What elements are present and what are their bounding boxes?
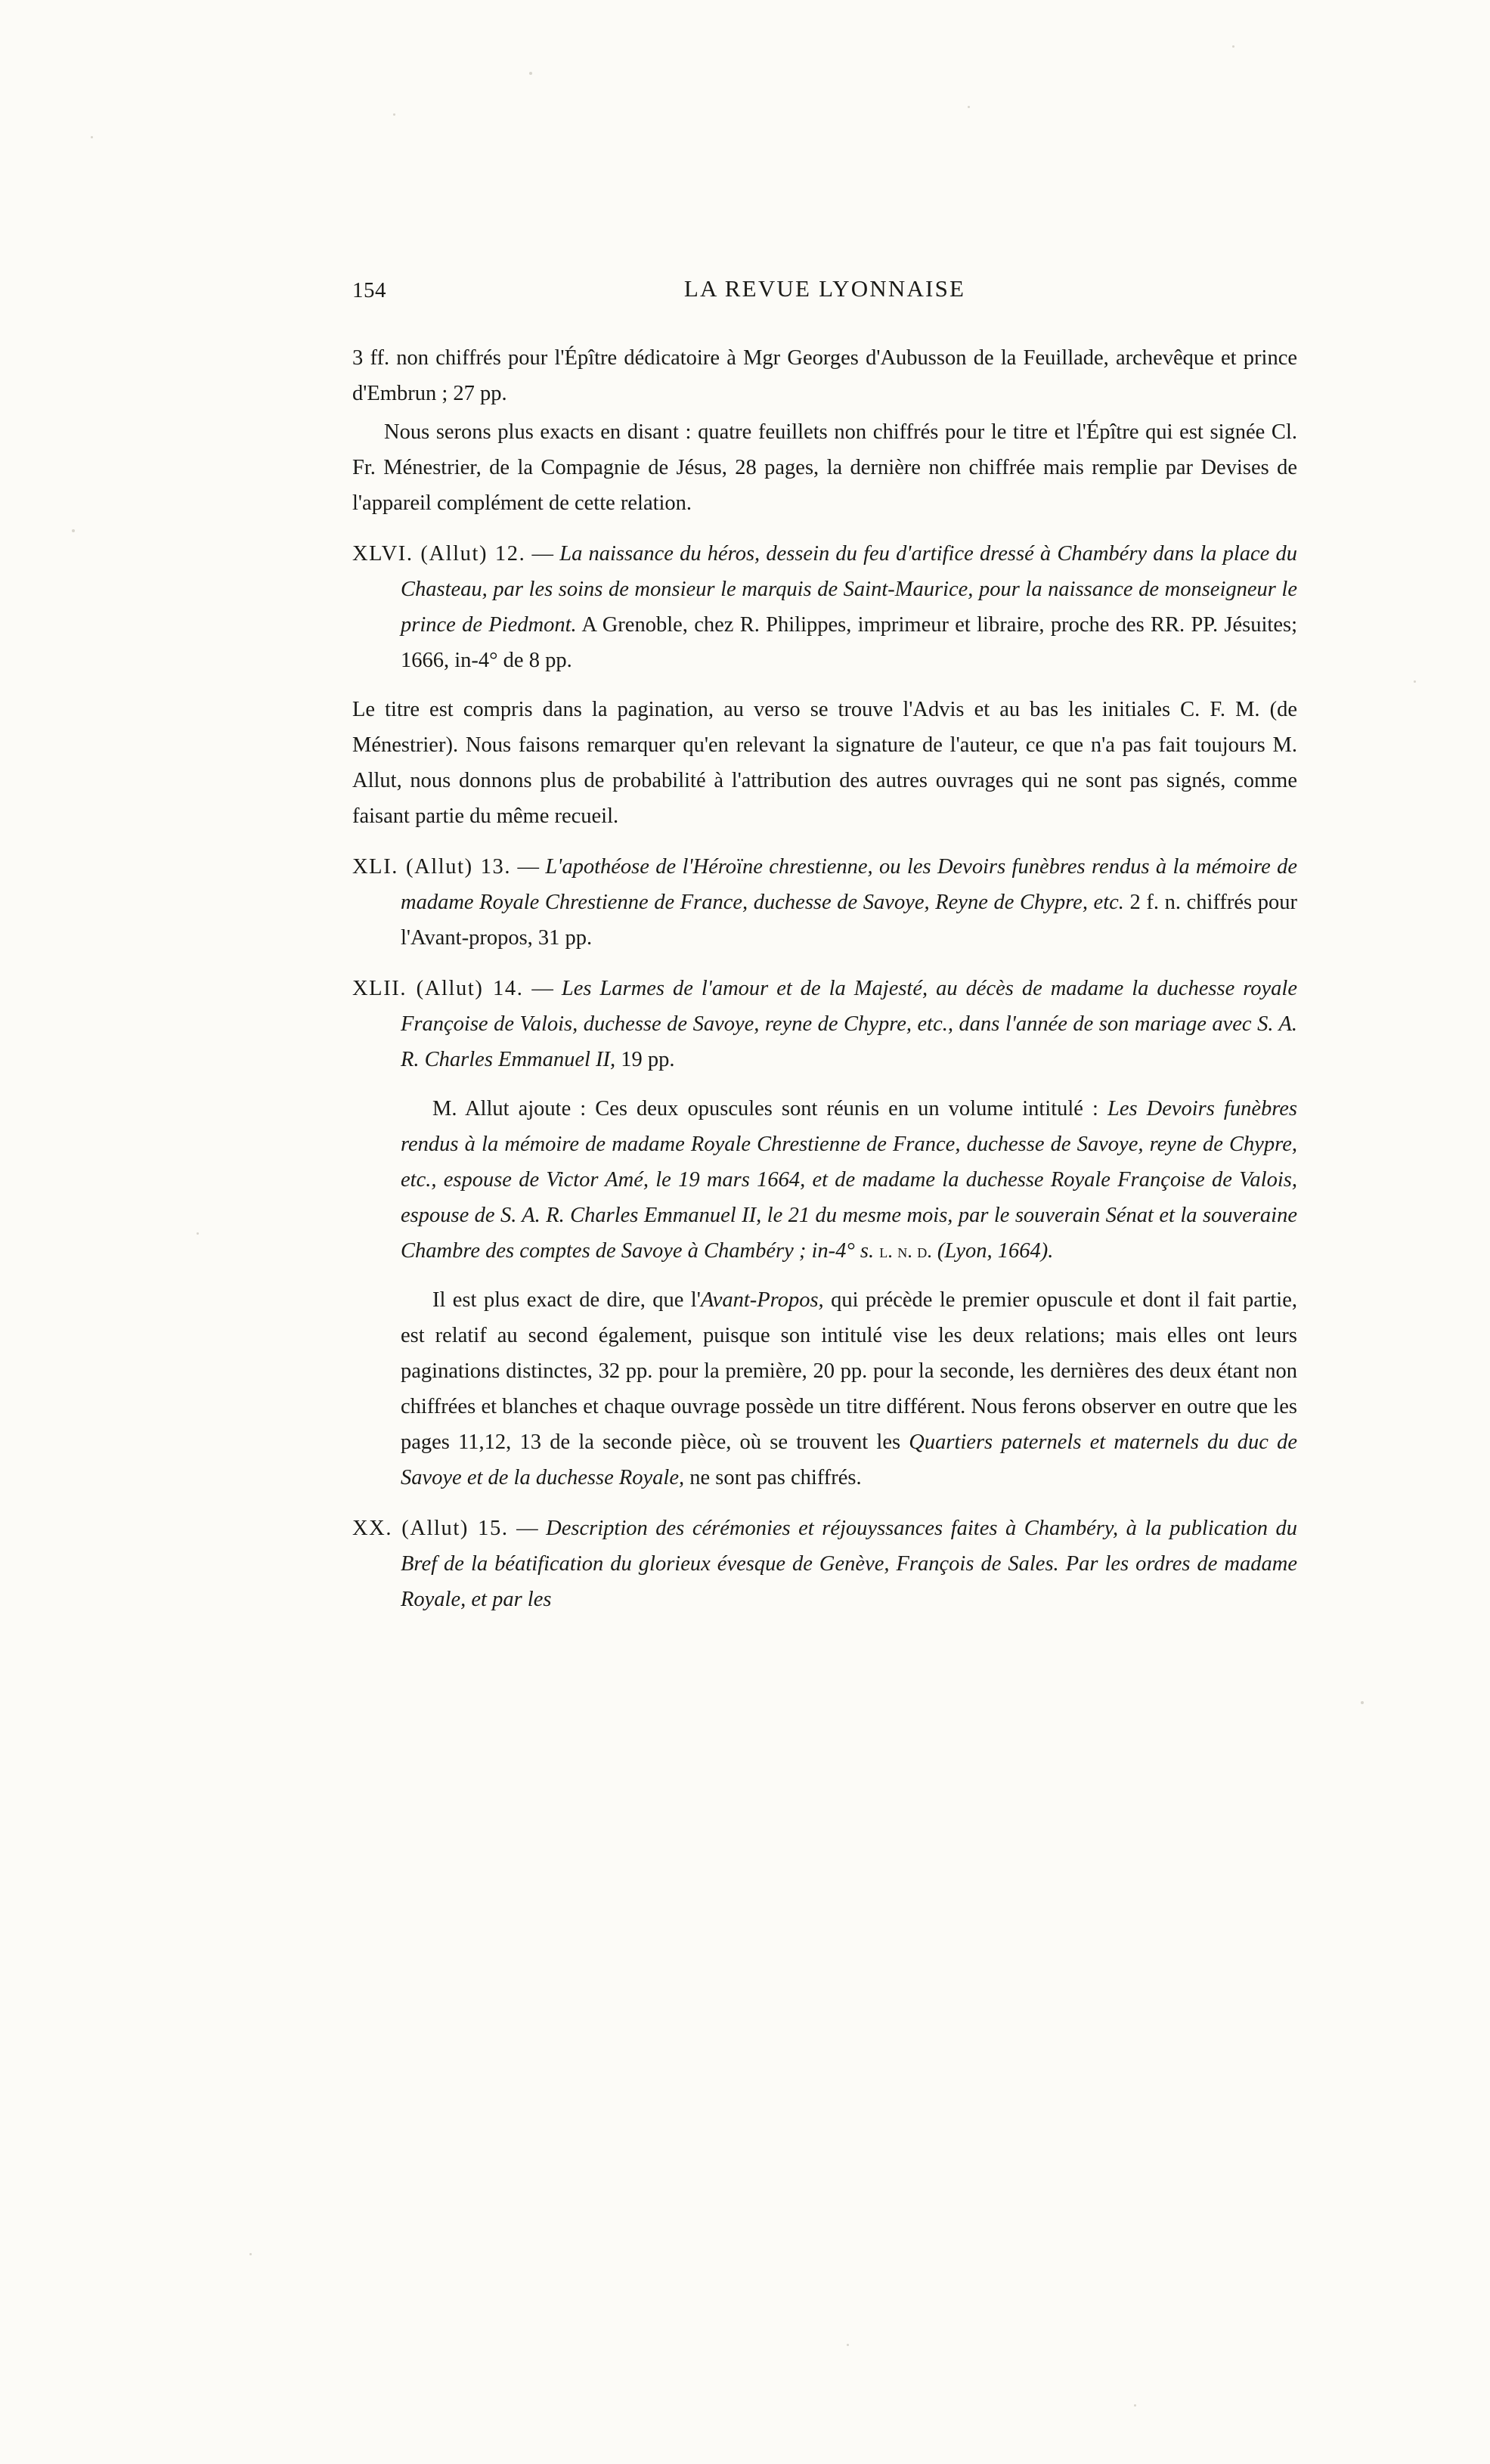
entry-heading — [352, 1511, 1297, 1617]
entry-dash: — — [523, 977, 562, 1000]
entry-rubric: XLVI. (Allut) 12. — [352, 542, 526, 566]
entry-imprint: A Grenoble, chez R. Philippes, imprimeur et libraire, proche des RR. PP. Jésuites; 1666, in-4° de 8 pp. — [401, 613, 1297, 672]
paper-speckle — [1361, 1701, 1364, 1704]
entry-dash: — — [511, 855, 546, 879]
entry-imprint: 19 pp. — [615, 1048, 675, 1071]
entry-title: Les Larmes de l'amour et de la Majesté, au décès de madame la duchesse royale Françoise de Valois, duchesse de Savoye, reyne de Chypre, etc., dans l'année de son mariage avec S. A. R. Charles Emmanuel II, — [401, 977, 1297, 1071]
exact-text-c: ne sont pas chiffrés. — [684, 1466, 862, 1489]
page-header — [352, 272, 1297, 315]
entry-dash: — — [508, 1517, 547, 1540]
allut-note-smallcaps: l. n. d. — [879, 1240, 932, 1262]
entry-rubric: XX. (Allut) 15. — [352, 1517, 509, 1540]
exactitude-paragraph — [352, 1282, 1297, 1495]
paragraph-continued: 3 ff. non chiffrés pour l'Épître dédicatoire à Mgr Georges d'Aubusson de la Feuillade, archevêque et prince d'Embrun ; 27 pp. — [352, 346, 1297, 405]
allut-note-title: Les Devoirs funèbres rendus à la mémoire de madame Royale Chrestienne de France, duchesse de Savoye, reyne de Chypre, etc., espouse de Victor Amé, le 19 mars 1664, et de madame la duchesse Royale Françoise de Valois, espouse de S. A. R. Charles Emmanuel II, le 21 du mesme mois, par le souverain Sénat et la souveraine Chambre des comptes de Savoye à Chambéry ; — [401, 1097, 1297, 1263]
exact-italic-b: Quartiers paternels et maternels du duc de Savoye et de la duchesse Royale, — [401, 1430, 1297, 1489]
allut-note-tail2: (Lyon, 1664). — [931, 1239, 1054, 1263]
exact-text-b: qui précède le premier opuscule et dont il fait partie, est relatif au second également, puisque son intitulé vise les deux relations; mais elles ont leurs paginations distinctes, 32 pp. pour la première, 20 pp. pour la seconde, les dernières des deux étant non chiffrées et blanches et chaque ouvrage possède un titre différent. Nous ferons observer en outre que les pages 11,12, 13 de la seconde pièce, où se trouvent les — [401, 1288, 1297, 1454]
entry-title: L'apothéose de l'Héroïne chrestienne, ou les Devoirs funèbres rendus à la mémoire de madame Royale Chrestienne de France, duchesse de Savoye, Reyne de Chypre, etc. — [401, 855, 1297, 914]
entry-rubric: XLII. (Allut) 14. — [352, 977, 524, 1000]
catalog-entry-xlii — [352, 971, 1297, 1495]
exact-italic-a: Avant-Propos, — [700, 1288, 824, 1312]
catalog-entry-xx — [352, 1511, 1297, 1617]
folio-number: 154 — [352, 278, 386, 302]
exact-text-a: Il est plus exact de dire, que l' — [432, 1288, 701, 1312]
paper-speckle — [1232, 45, 1234, 48]
allut-note-paragraph — [352, 1091, 1297, 1269]
allut-note-lead: M. Allut ajoute : Ces deux opuscules sont réunis en un volume intitulé : — [432, 1097, 1107, 1120]
paper-speckle — [529, 72, 532, 75]
entry-note: Le titre est compris dans la pagination, au verso se trouve l'Advis et au bas les initiales C. F. M. (de Ménestrier). Nous faisons remarquer qu'en relevant la signature de l'auteur, ce que n'a pas fait toujours M. Allut, nous donnons plus de probabilité à l'attribution des autres ouvrages qui ne sont pas signés, comme faisant partie du même recueil. — [352, 698, 1297, 828]
allut-note-tail: in-4° s. — [806, 1239, 880, 1263]
catalog-entry-xli — [352, 849, 1297, 956]
entry-dash: — — [525, 542, 560, 566]
running-title: LA REVUE LYONNAISE — [683, 275, 966, 302]
paper-speckle — [91, 136, 93, 138]
paper-speckle — [1134, 2404, 1136, 2407]
page-text-column — [352, 272, 1297, 1622]
paper-speckle — [1414, 680, 1416, 683]
entry-heading — [352, 536, 1297, 678]
paper-speckle — [847, 2344, 849, 2346]
catalog-entry-xlvi — [352, 536, 1297, 834]
entry-imprint: 2 f. n. chiffrés pour l'Avant-propos, 31 pp. — [401, 891, 1297, 950]
entry-title: La naissance du héros, dessein du feu d'artifice dressé à Chambéry dans la place du Chasteau, par les soins de monsieur le marquis de Saint-Maurice, pour la naissance de monseigneur le prince de Piedmont. — [401, 542, 1298, 637]
paragraph-body: Nous serons plus exacts en disant : quatre feuillets non chiffrés pour le titre et l'Épître qui est signée Cl. Fr. Ménestrier, de la Compagnie de Jésus, 28 pages, la dernière non chiffrée mais remplie par Devises de l'appareil complément de cette relation. — [352, 420, 1297, 515]
paper-speckle — [72, 529, 75, 532]
paper-speckle — [197, 1232, 199, 1235]
paper-speckle — [249, 2253, 252, 2255]
entry-rubric: XLI. (Allut) 13. — [352, 855, 512, 879]
paper-speckle — [393, 113, 395, 116]
entry-title: Description des cérémonies et réjouyssances faites à Chambéry, à la publication du Bref de la béatification du glorieux évesque de Genève, François de Sales. Par les ordres de madame Royale, et par les — [401, 1517, 1297, 1611]
entry-heading — [352, 971, 1297, 1077]
entry-heading — [352, 849, 1297, 956]
paper-speckle — [968, 106, 970, 108]
